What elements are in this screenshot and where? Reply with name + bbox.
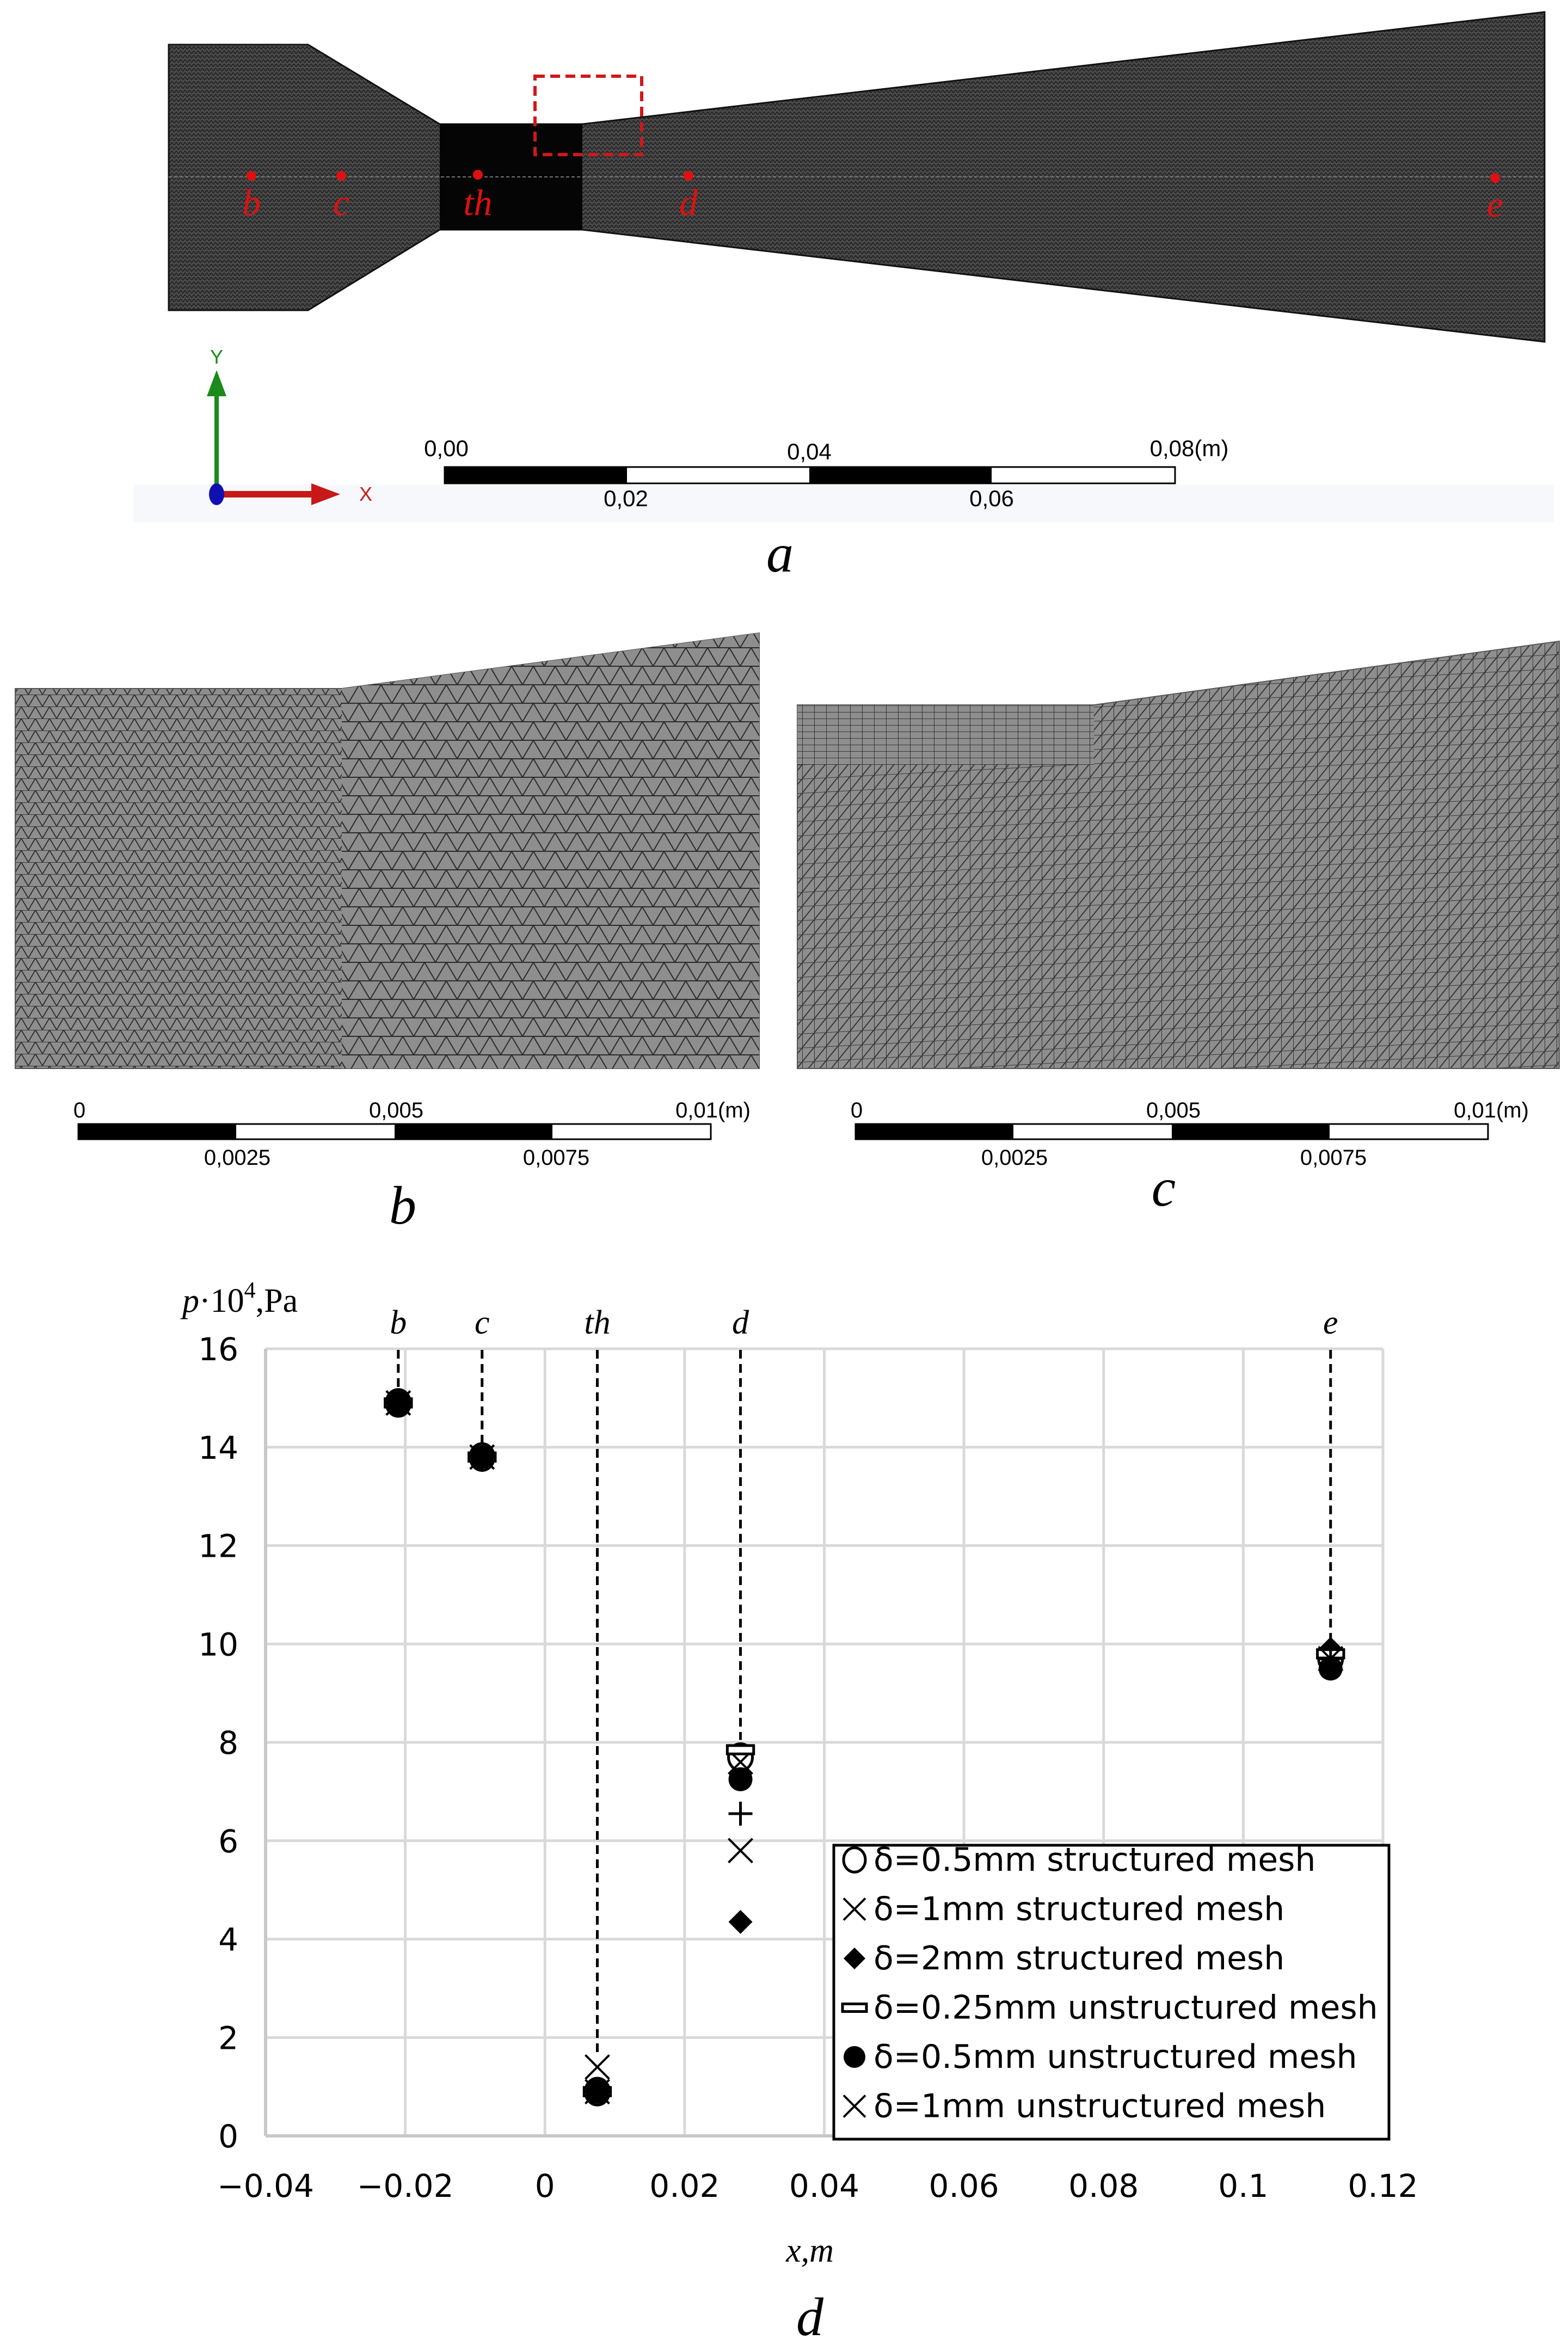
station-label: e — [1323, 1304, 1338, 1341]
plus-icon — [729, 1802, 753, 1826]
scale-bar-b — [73, 1098, 751, 1170]
scale-label: 0,01(m) — [1454, 1098, 1529, 1122]
point-label: e — [1486, 183, 1504, 225]
chart-legend — [834, 1841, 1389, 2139]
panel-caption-c: c — [1151, 1157, 1176, 1218]
origin-icon — [209, 483, 224, 505]
y-tick-label: 12 — [198, 1527, 238, 1565]
y-arrowhead-icon — [207, 370, 226, 396]
y-tick-label: 4 — [218, 1921, 238, 1958]
x-axis-title: x,m — [786, 2232, 834, 2269]
x-tick-label: 0 — [534, 2167, 555, 2204]
filled-circle-icon — [729, 1767, 753, 1791]
point-label: b — [242, 182, 261, 223]
x-axis-label: X — [359, 483, 373, 505]
legend-label: δ=0.25mm unstructured mesh — [874, 1988, 1378, 2027]
scale-bar-c — [851, 1098, 1529, 1170]
x-tick-label: 0.12 — [1348, 2167, 1418, 2204]
scale-label: 0,0075 — [522, 1146, 590, 1170]
pressure-chart — [180, 1278, 1418, 2346]
legend-item — [843, 1989, 1378, 2027]
scale-label: 0,00 — [424, 435, 469, 461]
x-mark-icon — [729, 1839, 753, 1863]
unstructured-mesh-coarse — [342, 633, 759, 1068]
x-tick-labels — [217, 2167, 1418, 2204]
legend-item — [844, 2087, 1326, 2126]
scale-label: 0 — [850, 1098, 863, 1122]
legend-item — [844, 2038, 1357, 2076]
y-tick-label: 2 — [218, 2019, 238, 2057]
y-axis-title: $p\cdot 10^4,Pa$ — [182, 1278, 298, 1319]
scale-label: 0,01(m) — [675, 1098, 751, 1122]
y-tick-label: 14 — [198, 1429, 238, 1466]
panel-a — [133, 12, 1554, 584]
x-tick-label: 0.04 — [789, 2167, 860, 2204]
filled-diamond-icon — [729, 1910, 753, 1934]
scale-label: 0,0025 — [204, 1146, 271, 1170]
filled-circle-icon — [844, 2046, 865, 2068]
background-band — [133, 484, 1554, 523]
x-tick-label: 0.1 — [1218, 2167, 1269, 2204]
legend-label: δ=0.5mm unstructured mesh — [874, 2038, 1357, 2076]
point-label: th — [463, 182, 493, 223]
legend-item — [844, 1890, 1284, 1929]
scale-label: 0,005 — [368, 1098, 424, 1122]
x-tick-label: 0.06 — [928, 2167, 999, 2204]
panel-c — [797, 641, 1559, 1218]
structured-mesh-boundary-layer — [797, 705, 1094, 765]
panel-caption-a: a — [766, 523, 794, 584]
point-label: d — [679, 182, 698, 223]
y-tick-label: 0 — [218, 2118, 238, 2155]
y-axis-label: Y — [210, 346, 224, 368]
dash-icon — [727, 1746, 753, 1754]
point-marker-icon — [336, 171, 346, 181]
scale-label: 0,02 — [604, 486, 648, 511]
scale-label: 0,0075 — [1300, 1146, 1367, 1170]
scale-label: 0,06 — [969, 486, 1014, 511]
legend-item — [844, 1939, 1284, 1977]
x-tick-label: 0.02 — [649, 2167, 720, 2204]
x-tick-label: 0.08 — [1068, 2167, 1139, 2204]
legend-label: δ=2mm structured mesh — [874, 1939, 1285, 1977]
legend-item — [844, 1841, 1315, 1879]
point-marker-icon — [684, 171, 693, 181]
panel-caption-d: d — [796, 2287, 823, 2346]
station-label: b — [390, 1304, 407, 1341]
legend-label: δ=1mm unstructured mesh — [874, 2087, 1326, 2126]
x-tick-label: −0.02 — [356, 2167, 454, 2204]
x-tick-label: −0.04 — [217, 2167, 314, 2204]
point-marker-icon — [1490, 173, 1500, 183]
legend-label: δ=1mm structured mesh — [874, 1890, 1285, 1929]
scale-label: 0 — [73, 1098, 86, 1122]
scale-label: 0,0025 — [981, 1146, 1048, 1170]
station-label: d — [732, 1304, 749, 1341]
station-label: th — [584, 1304, 611, 1341]
y-tick-labels — [198, 1331, 238, 2155]
x-mark-icon — [585, 2055, 609, 2079]
station-label: c — [475, 1304, 490, 1341]
point-marker-icon — [247, 171, 256, 181]
scale-label: 0,08(m) — [1149, 435, 1229, 461]
axis-triad — [207, 346, 372, 505]
dash-icon — [843, 2004, 866, 2012]
scale-label: 0,04 — [787, 439, 832, 464]
legend-label: δ=0.5mm structured mesh — [874, 1841, 1316, 1879]
panel-caption-b: b — [389, 1175, 416, 1236]
y-tick-label: 10 — [198, 1626, 238, 1663]
scale-label: 0,005 — [1146, 1098, 1201, 1122]
panel-b — [15, 633, 759, 1236]
point-label: c — [333, 182, 350, 223]
point-marker-icon — [473, 170, 483, 180]
y-tick-label: 16 — [198, 1331, 238, 1368]
y-tick-label: 8 — [218, 1724, 238, 1761]
y-tick-label: 6 — [218, 1822, 238, 1860]
